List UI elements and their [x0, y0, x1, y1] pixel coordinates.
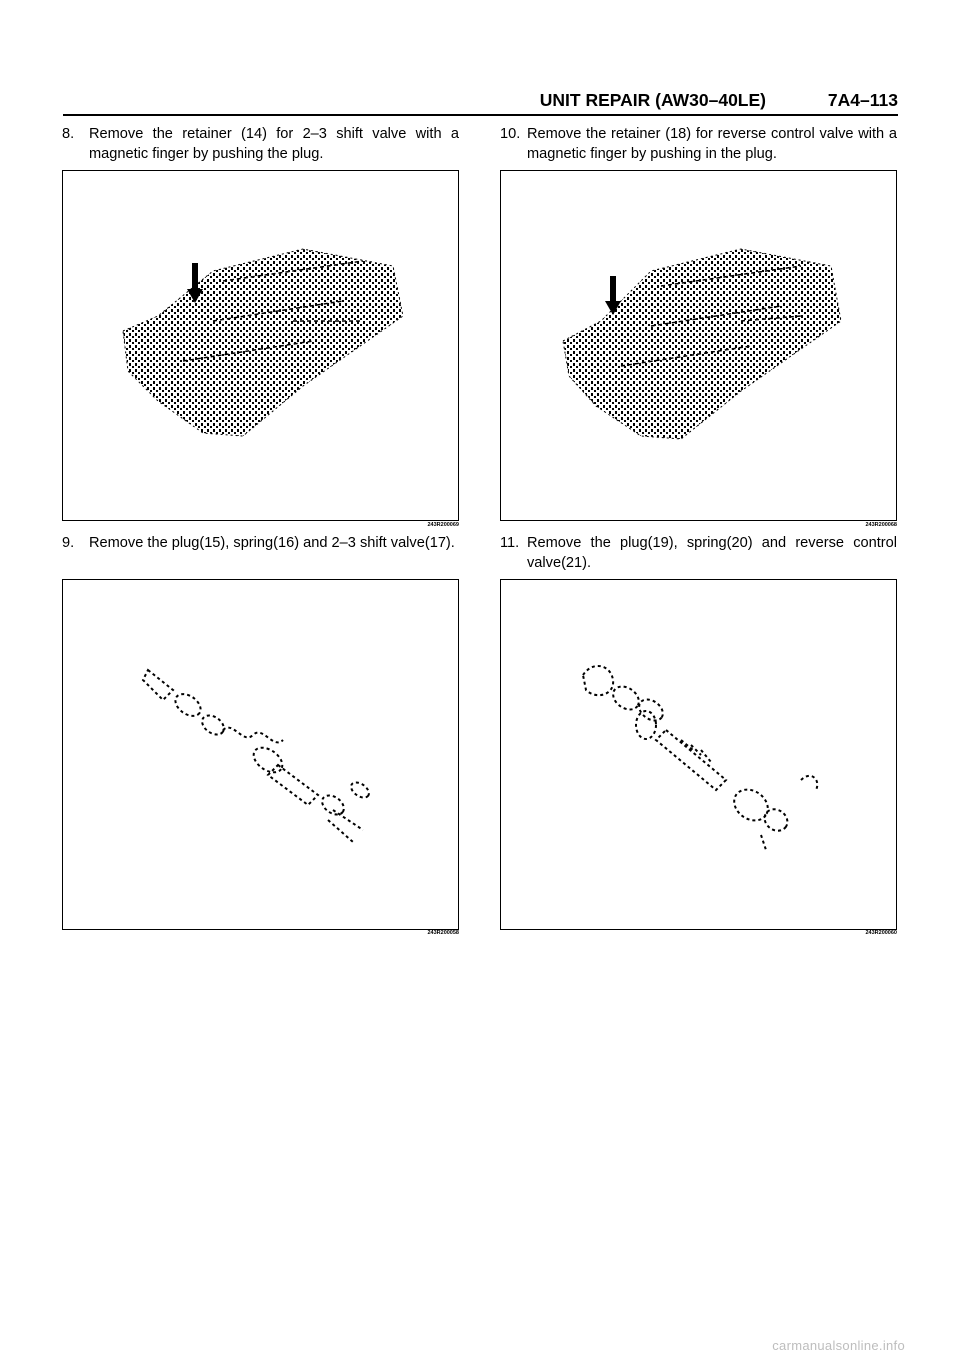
figure-code: 243R200060	[865, 930, 897, 936]
step-instruction: Remove the retainer (18) for reverse control valve with a magnetic finger by pushing in the plug.	[527, 126, 897, 162]
step-number: 10.	[500, 126, 521, 142]
figure-step-11	[500, 579, 897, 930]
step-8	[62, 124, 459, 164]
step-text	[62, 124, 459, 164]
step-number: 9.	[62, 535, 75, 551]
step-number: 11.	[500, 535, 520, 551]
step-number: 8.	[62, 126, 75, 142]
page-header	[63, 86, 898, 116]
step-instruction: Remove the retainer (14) for 2–3 shift valve with a magnetic finger by pushing the plug.	[89, 126, 459, 162]
figure-code: 243R200069	[427, 522, 459, 528]
figure-code: 243R200068	[865, 522, 897, 528]
step-text	[500, 533, 897, 573]
section-title: UNIT REPAIR (AW30–40LE)	[539, 90, 766, 110]
page-number: 7A4–113	[827, 90, 898, 110]
figure-step-10	[500, 170, 897, 521]
step-instruction: Remove the plug(19), spring(20) and reverse control valve(21).	[527, 535, 897, 571]
step-text	[62, 533, 459, 553]
step-9	[62, 533, 459, 553]
figure-code: 243R200058	[427, 930, 459, 936]
step-text	[500, 124, 897, 164]
step-instruction: Remove the plug(15), spring(16) and 2–3 shift valve(17).	[89, 535, 455, 551]
figure-step-9	[62, 579, 459, 930]
step-10	[500, 124, 897, 164]
step-11	[500, 533, 897, 573]
valve-body-retainer-illustration-icon	[501, 171, 896, 520]
exploded-valve-parts-illustration-icon	[63, 580, 458, 929]
exploded-valve-parts-illustration-icon	[501, 580, 896, 929]
watermark: carmanualsonline.info	[772, 1338, 905, 1353]
figure-step-8	[62, 170, 459, 521]
valve-body-retainer-illustration-icon	[63, 171, 458, 520]
